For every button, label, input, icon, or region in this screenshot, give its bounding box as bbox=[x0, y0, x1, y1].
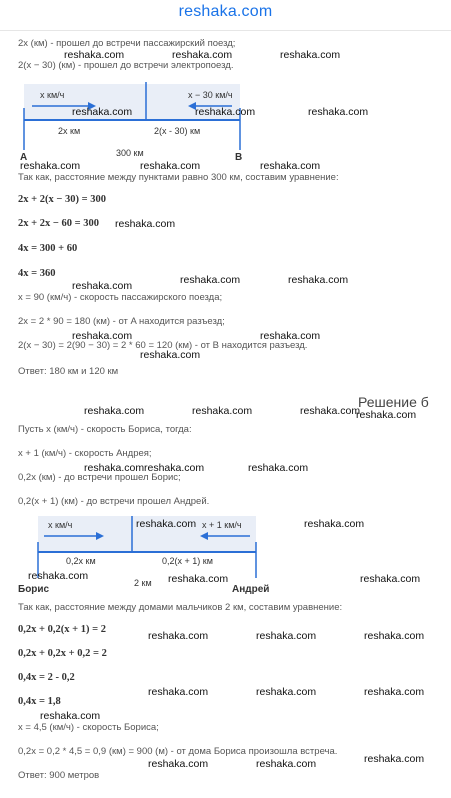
watermark-text: reshaka.com bbox=[260, 160, 321, 172]
segment-left-label: 0,2x км bbox=[66, 556, 96, 566]
site-logo[interactable]: reshaka.com bbox=[178, 3, 273, 20]
text-line: 2x = 2 * 90 = 180 (км) - от A находится разъезд; bbox=[18, 316, 225, 327]
andrey-label: Андрей bbox=[232, 584, 270, 595]
watermark-text: reshaka.com bbox=[148, 686, 209, 698]
speed-right-label: x + 1 км/ч bbox=[202, 520, 242, 530]
equation: 0,4x = 2 - 0,2 bbox=[18, 672, 75, 683]
equation: 2x + 2x − 60 = 300 bbox=[18, 218, 99, 229]
watermark-text: reshaka.com bbox=[40, 710, 101, 722]
watermark-text: reshaka.com bbox=[192, 405, 253, 417]
watermark-text: reshaka.com bbox=[364, 686, 425, 698]
speed-left-label: x км/ч bbox=[40, 90, 65, 100]
text-line: Так как, расстояние между домами мальчиков 2 км, составим уравнение: bbox=[18, 602, 343, 613]
text-line: x + 1 (км/ч) - скорость Андрея; bbox=[18, 448, 152, 459]
point-a-label: A bbox=[20, 152, 28, 163]
segment-left-label: 2x км bbox=[58, 126, 81, 136]
watermark-text: reshaka.com bbox=[256, 630, 317, 642]
watermark-text: reshaka.com bbox=[20, 160, 81, 172]
watermark-text: reshaka.com bbox=[360, 573, 421, 585]
watermark-text: reshaka.com bbox=[288, 274, 349, 286]
speed-right-label: x − 30 км/ч bbox=[188, 90, 233, 100]
watermark-text: reshaka.com bbox=[140, 160, 201, 172]
watermark-text: reshaka.com bbox=[308, 106, 369, 118]
section-title: Решение б bbox=[358, 394, 429, 410]
answer-text: Ответ: 900 метров bbox=[18, 770, 100, 781]
watermark-text: reshaka.com bbox=[356, 409, 417, 421]
text-line: x = 4,5 (км/ч) - скорость Бориса; bbox=[18, 722, 159, 733]
equation: 4x = 360 bbox=[18, 268, 56, 279]
watermark-text: reshaka.com bbox=[148, 758, 209, 770]
point-b-label: B bbox=[235, 152, 243, 163]
text-line: 2(x − 30) = 2(90 − 30) = 2 * 60 = 120 (км) - от B находится разъезд. bbox=[18, 340, 308, 351]
watermark-text: reshaka.com bbox=[180, 274, 241, 286]
text-line: Так как, расстояние между пунктами равно 300 км, составим уравнение: bbox=[18, 172, 339, 183]
boris-label: Борис bbox=[18, 584, 50, 595]
watermark-text: reshaka.com bbox=[144, 462, 205, 474]
text-line: 2(x − 30) (км) - прошел до встречи электропоезд. bbox=[18, 60, 234, 71]
watermark-text: reshaka.com bbox=[136, 518, 197, 530]
watermark-text: reshaka.com bbox=[172, 49, 233, 61]
watermark-text: reshaka.com bbox=[256, 758, 317, 770]
text-line: 0,2(x + 1) (км) - до встречи прошел Андрей. bbox=[18, 496, 210, 507]
watermark-text: reshaka.com bbox=[72, 330, 133, 342]
watermark-text: reshaka.com bbox=[72, 106, 133, 118]
watermark-text: reshaka.com bbox=[248, 462, 309, 474]
equation: 0,2x + 0,2x + 0,2 = 2 bbox=[18, 648, 107, 659]
watermark-text: reshaka.com bbox=[364, 630, 425, 642]
text-line: 2x (км) - прошел до встречи пассажирский поезд; bbox=[18, 38, 236, 49]
answer-text: Ответ: 180 км и 120 км bbox=[18, 366, 119, 377]
watermark-text: reshaka.com bbox=[195, 106, 256, 118]
watermark-text: reshaka.com bbox=[84, 462, 145, 474]
segment-right-label: 0,2(x + 1) км bbox=[162, 556, 213, 566]
speed-left-label: x км/ч bbox=[48, 520, 73, 530]
watermark-text: reshaka.com bbox=[28, 570, 89, 582]
watermark-text: reshaka.com bbox=[115, 218, 176, 230]
watermark-text: reshaka.com bbox=[84, 405, 145, 417]
watermark-text: reshaka.com bbox=[168, 573, 229, 585]
text-line: x = 90 (км/ч) - скорость пассажирского поезда; bbox=[18, 292, 223, 303]
watermark-text: reshaka.com bbox=[260, 330, 321, 342]
watermark-text: reshaka.com bbox=[72, 280, 133, 292]
total-distance-label: 300 км bbox=[116, 148, 144, 158]
text-line: Пусть x (км/ч) - скорость Бориса, тогда: bbox=[18, 424, 192, 435]
equation: 0,2x + 0,2(x + 1) = 2 bbox=[18, 624, 106, 635]
total-distance-label: 2 км bbox=[134, 578, 152, 588]
equation: 2x + 2(x − 30) = 300 bbox=[18, 194, 106, 205]
text-line: 0,2x = 0,2 * 4,5 = 0,9 (км) = 900 (м) - от дома Бориса произошла встреча. bbox=[18, 746, 338, 757]
watermark-text: reshaka.com bbox=[300, 405, 361, 417]
watermark-text: reshaka.com bbox=[140, 349, 201, 361]
diagram-trains bbox=[14, 80, 246, 170]
watermark-text: reshaka.com bbox=[364, 753, 425, 765]
watermark-text: reshaka.com bbox=[256, 686, 317, 698]
watermark-text: reshaka.com bbox=[280, 49, 341, 61]
segment-right-label: 2(x - 30) км bbox=[154, 126, 201, 136]
watermark-text: reshaka.com bbox=[148, 630, 209, 642]
text-line: 0,2x (км) - до встречи прошел Борис; bbox=[18, 472, 181, 483]
site-header bbox=[0, 0, 451, 31]
equation: 0,4x = 1,8 bbox=[18, 696, 61, 707]
equation: 4x = 300 + 60 bbox=[18, 243, 78, 254]
watermark-text: reshaka.com bbox=[304, 518, 365, 530]
watermark-text: reshaka.com bbox=[64, 49, 125, 61]
